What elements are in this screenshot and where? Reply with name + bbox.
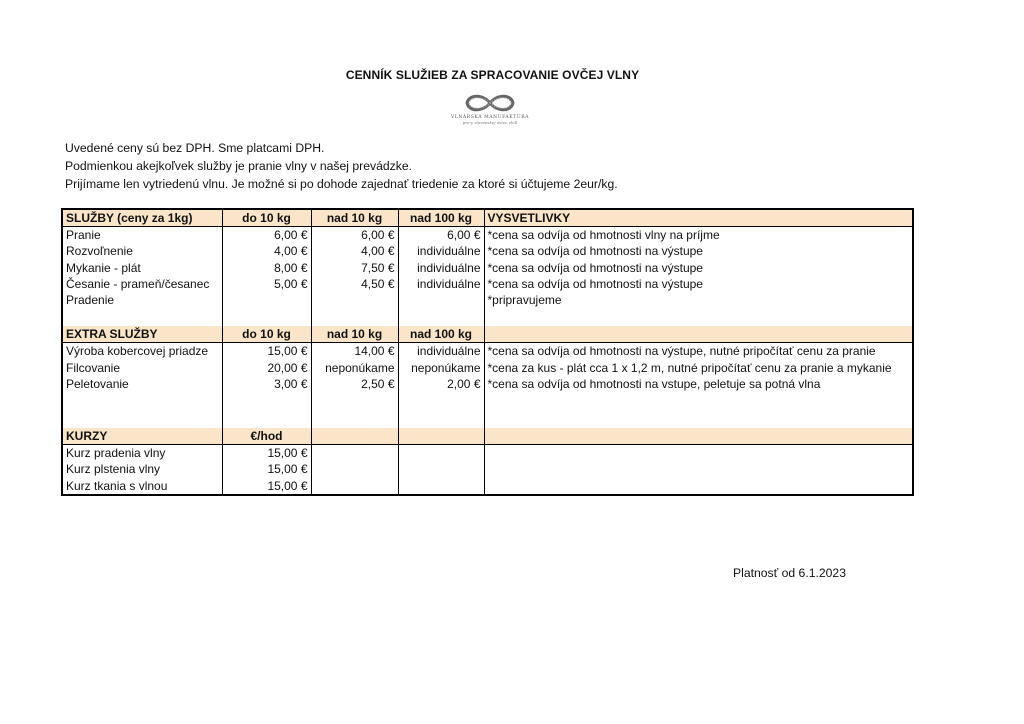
price-cell [311,292,398,308]
header-cell [484,326,913,343]
service-name: Pranie [62,227,222,244]
header-cell: nad 100 kg [398,326,484,343]
services-header-row [62,209,913,227]
table-row [62,360,913,376]
price-cell: 15,00 € [222,477,311,494]
service-name: Peletovanie [62,376,222,392]
price-table [61,208,914,496]
price-cell: 5,00 € [222,276,311,292]
price-cell: 15,00 € [222,445,311,462]
logo [445,92,535,132]
header-cell: VYSVETLIVKY [484,209,913,227]
intro-line: Uvedené ceny sú bez DPH. Sme platcami DPH. [65,141,325,155]
price-cell: 3,00 € [222,376,311,392]
table-row [62,227,913,244]
service-name: Výroba kobercovej priadze [62,343,222,360]
page-title: CENNÍK SLUŽIEB ZA SPRACOVANIE OVČEJ VLNY [345,68,640,82]
price-cell: 14,00 € [311,343,398,360]
header-cell [311,428,398,445]
header-cell: nad 100 kg [398,209,484,227]
spacer-row [62,392,913,410]
note-cell: *cena sa odvíja od hmotnosti na výstupe, nutné pripočítať cenu za pranie [484,343,913,360]
logo-line1: VLNÁRSKA MANUFAKTÚRA [450,115,530,120]
service-name: Česanie - prameň/česanec [62,276,222,292]
header-cell [398,428,484,445]
service-name: Mykanie - plát [62,260,222,276]
note-cell: *cena sa odvíja od hmotnosti na výstupe [484,243,913,259]
price-cell: 6,00 € [398,227,484,244]
spacer-row [62,308,913,326]
note-cell: *cena sa odvíja od hmotnosti na vstupe, peletuje sa potná vlna [484,376,913,392]
header-cell: KURZY [62,428,222,445]
table-row [62,292,913,308]
table-row [62,276,913,292]
header-cell: EXTRA SLUŽBY [62,326,222,343]
price-cell: individuálne [398,276,484,292]
header-cell: nad 10 kg [311,326,398,343]
table-row [62,445,913,462]
note-cell: *cena sa odvíja od hmotnosti na výstupe [484,276,913,292]
table-row [62,343,913,360]
price-cell: 6,00 € [311,227,398,244]
price-cell: 6,00 € [222,227,311,244]
price-cell: neponúkame [311,360,398,376]
extra-header-row [62,326,913,343]
price-cell: 2,00 € [398,376,484,392]
price-cell: 15,00 € [222,343,311,360]
spacer-row [62,410,913,428]
header-cell [484,428,913,445]
table-row [62,260,913,276]
price-cell [398,292,484,308]
logo-line2: pre-y slovenskej oviec vlnll [462,120,518,125]
price-cell: 4,00 € [222,243,311,259]
infinity-logo-icon [459,92,521,114]
kurzy-header-row [62,428,913,445]
course-name: Kurz tkania s vlnou [62,477,222,494]
header-cell: do 10 kg [222,209,311,227]
intro-line: Prijímame len vytriedenú vlnu. Je možné si po dohode zajednať triedenie za ktoré si účtujeme 2eur/kg. [65,177,618,191]
note-cell: *cena sa odvíja od hmotnosti na výstupe [484,260,913,276]
price-cell: 7,50 € [311,260,398,276]
table-row [62,477,913,494]
service-name: Filcovanie [62,360,222,376]
price-cell: 20,00 € [222,360,311,376]
price-cell [222,292,311,308]
price-cell: 8,00 € [222,260,311,276]
header-cell: do 10 kg [222,326,311,343]
price-cell: 2,50 € [311,376,398,392]
price-cell: individuálne [398,260,484,276]
price-cell: individuálne [398,343,484,360]
price-cell: 4,50 € [311,276,398,292]
note-cell: *cena sa odvíja od hmotnosti vlny na príjme [484,227,913,244]
header-cell: SLUŽBY (ceny za 1kg) [62,209,222,227]
service-name: Pradenie [62,292,222,308]
note-cell: *cena za kus - plát cca 1 x 1,2 m, nutné pripočítať cenu za pranie a mykanie [484,360,913,376]
course-name: Kurz plstenia vlny [62,461,222,477]
note-cell: *pripravujeme [484,292,913,308]
header-cell: nad 10 kg [311,209,398,227]
course-name: Kurz pradenia vlny [62,445,222,462]
price-cell: 15,00 € [222,461,311,477]
price-cell: individuálne [398,243,484,259]
intro-text [65,139,618,193]
price-cell: 4,00 € [311,243,398,259]
table-row [62,461,913,477]
table-row [62,243,913,259]
table-row [62,376,913,392]
price-cell: neponúkame [398,360,484,376]
validity-date: Platnosť od 6.1.2023 [733,566,846,580]
header-cell: €/hod [222,428,311,445]
intro-line: Podmienkou akejkoľvek služby je pranie vlny v našej prevádzke. [65,159,413,173]
service-name: Rozvoľnenie [62,243,222,259]
